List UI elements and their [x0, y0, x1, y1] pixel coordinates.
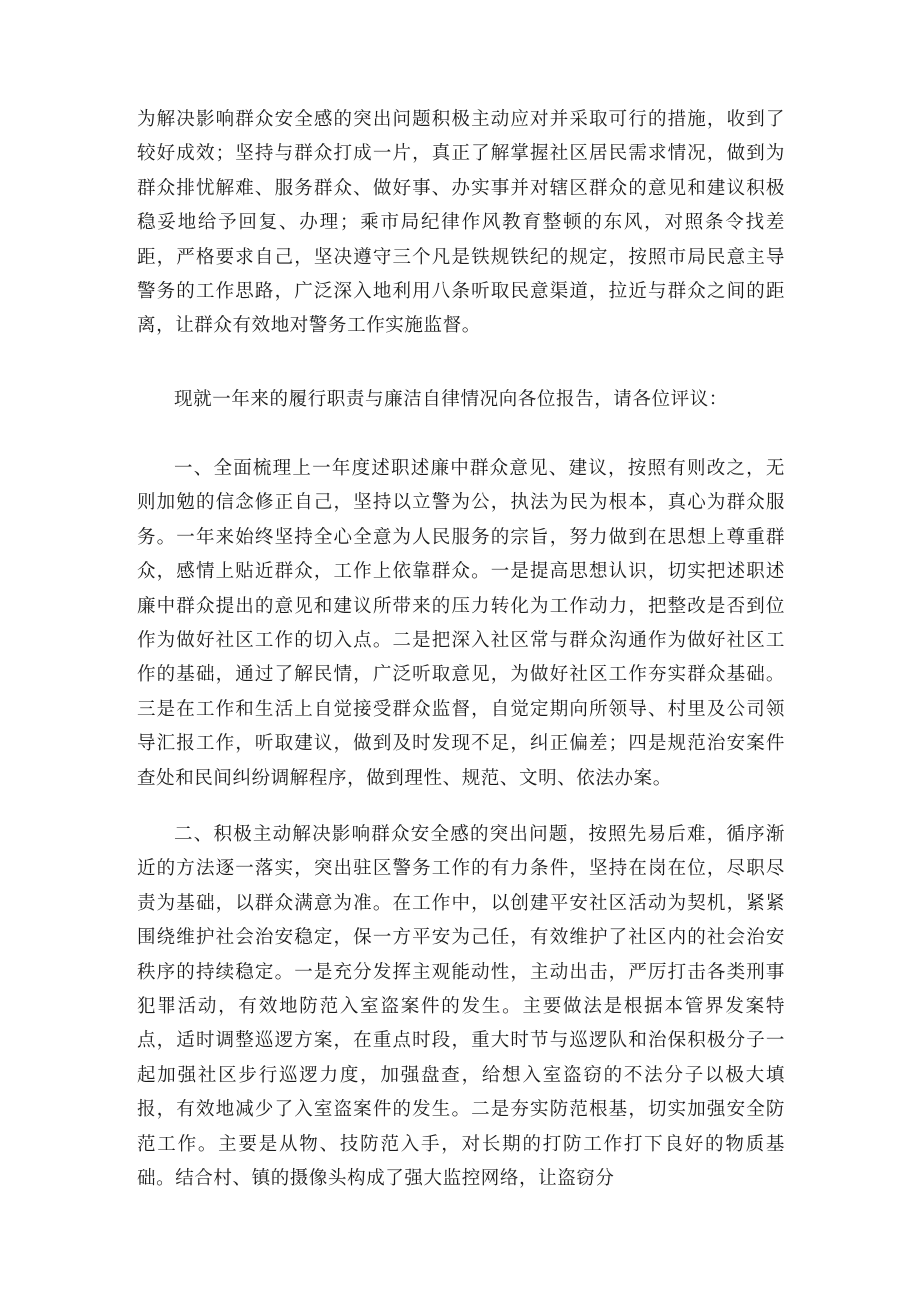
paragraph-report-statement: 现就一年来的履行职责与廉洁自律情况向各位报告，请各位评议：	[174, 389, 728, 410]
paragraph-section-one: 一、全面梳理上一年度述职述廉中群众意见、建议，按照有则改之，无则加勉的信念修正自己，坚持以立警为公，执法为民为根本，真心为群众服务。一年来始终坚持全心全意为人民服务的宗旨，努力做到在思想上尊重群众，感情上贴近群众，工作上依靠群众。一是提高思想认识，切实把述职述廉中群众提出的意见和建议所带来的压力转化为工作动力，把整改是否到位作为做好社区工作的切入点。二是把深入社区常与群众沟通作为做好社区工作的基础，通过了解民情，广泛听取意见，为做好社区工作夯实群众基础。三是在工作和生活上自觉接受群众监督，自觉定期向所领导、村里及公司领导汇报工作，听取建议，做到及时发现不足，纠正偏差；四是规范治安案件查处和民间纠纷调解程序，做到理性、规范、文明、依法办案。	[137, 458, 785, 789]
paragraph-intro: 为解决影响群众安全感的突出问题积极主动应对并采取可行的措施，收到了较好成效；坚持与群众打成一片，真正了解掌握社区居民需求情况，做到为群众排忧解难、服务群众、做好事、办实事并对辖区群众的意见和建议积极稳妥地给予回复、办理；乘市局纪律作风教育整顿的东风，对照条令找差距，严格要求自己，坚决遵守三个凡是铁规铁纪的规定，按照市局民意主导警务的工作思路，广泛深入地利用八条听取民意渠道，拉近与群众之间的距离，让群众有效地对警务工作实施监督。	[137, 109, 785, 337]
paragraph-section-two: 二、积极主动解决影响群众安全感的突出问题，按照先易后难，循序渐近的方法逐一落实，突出驻区警务工作的有力条件，坚持在岗在位，尽职尽责为基础，以群众满意为准。在工作中，以创建平安社区活动为契机，紧紧围绕维护社会治安稳定，保一方平安为己任，有效维护了社区内的社会治安秩序的持续稳定。一是充分发挥主观能动性，主动出击，严厉打击各类刑事犯罪活动，有效地防范入室盗案件的发生。主要做法是根据本管界发案特点，适时调整巡逻方案，在重点时段，重大时节与巡逻队和治保积极分子一起加强社区步行巡逻力度，加强盘查，给想入室盗窃的不法分子以极大填报，有效地减少了入室盗案件的发生。二是夯实防范根基，切实加强安全防范工作。主要是从物、技防范入手，对长期的打防工作打下良好的物质基础。结合村、镇的摄像头构成了强大监控网络，让盗窃分	[137, 824, 785, 1190]
